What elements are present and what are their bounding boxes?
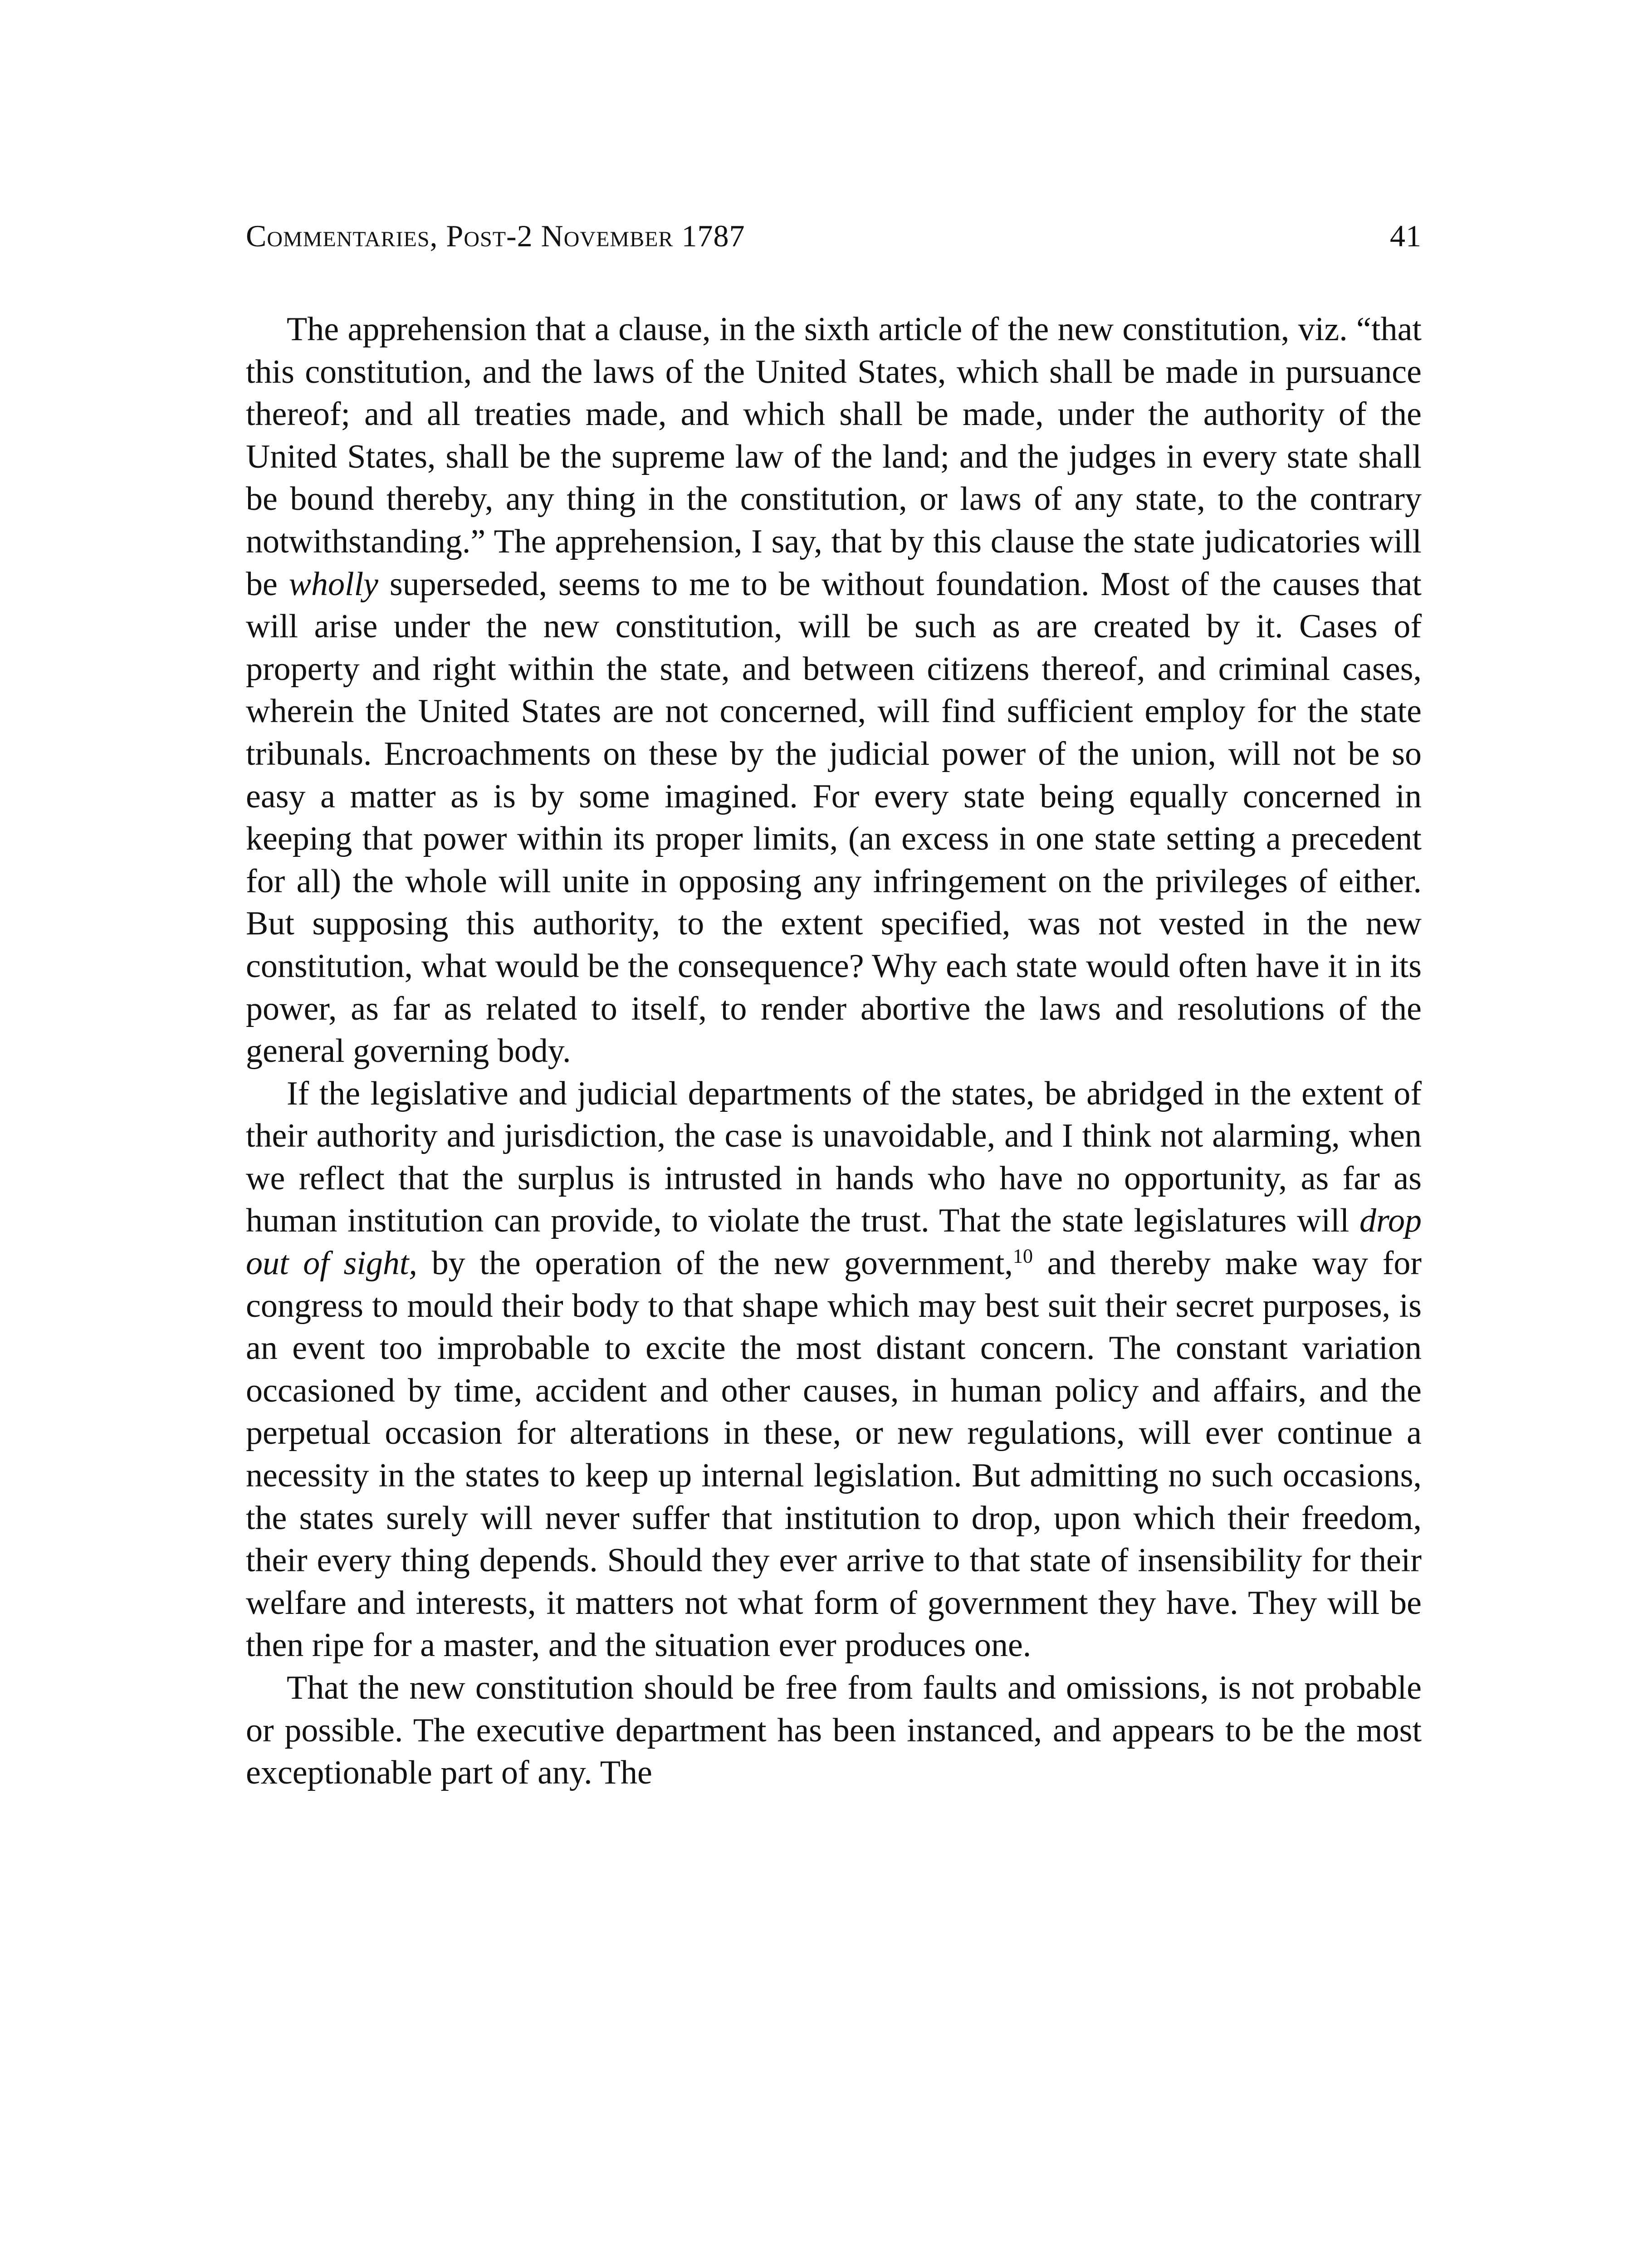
- text-run: superseded, seems to me to be without foundation. Most of the causes that will arise under the new constitution, will be such as are created by it. Cases of property and right within the state, and between citizens thereof, and criminal cases, wherein the United States are not concerned, will find sufficient employ for the state tribunals. Encroachments on these by the judicial power of the union, will not be so easy a matter as is by some imagined. For every state being equally concerned in keeping that power within its proper limits, (an excess in one state setting a precedent for all) the whole will unite in opposing any infringement on the privileges of either. But supposing this authority, to the extent specified, was not vested in the new constitution, what would be the consequence? Why each state would often have it in its power, as far as related to itself, to render abortive the laws and resolutions of the general governing body.: [246, 565, 1422, 1070]
- paragraph: [246, 1073, 1422, 1667]
- italic-text: wholly: [288, 565, 379, 603]
- italic-text: drop out of sight,: [246, 1202, 1422, 1282]
- paragraph: [246, 1667, 1422, 1794]
- document-page: [246, 218, 1422, 1794]
- page-number: 41: [1390, 219, 1422, 253]
- text-run: by the operation of the new government,: [417, 1245, 1013, 1282]
- body-text: [246, 308, 1422, 1794]
- text-run: The apprehension that a clause, in the sixth article of the new constitution, viz. “that this constitution, and the laws of the United States, which shall be made in pursuance thereof; and all treaties made, and which shall be made, under the authority of the United States, shall be the supreme law of the land; and the judges in every state shall be bound thereby, any thing in the constitution, or laws of any state, to the contrary notwithstanding.” The apprehension, I say, that by this clause the state judicatories will be: [246, 311, 1422, 603]
- running-head: [246, 218, 1422, 254]
- text-run: That the new constitution should be free from faults and omissions, is not probable or possible. The executive department has been instanced, and appears to be the most exceptionable part of any. The: [246, 1669, 1422, 1792]
- text-run: and thereby make way for congress to mould their body to that shape which may best suit their secret purposes, is an event too improbable to excite the most distant concern. The constant variation occasioned by time, accident and other causes, in human policy and affairs, and the perpetual occasion for alterations in these, or new regulations, will ever continue a necessity in the states to keep up internal legislation. But admitting no such occasions, the states surely will never suffer that institution to drop, upon which their freedom, their every thing depends. Should they ever arrive to that state of insensibility for their welfare and interests, it matters not what form of government they have. They will be then ripe for a master, and the situation ever produces one.: [246, 1245, 1422, 1664]
- footnote-reference[interactable]: 10: [1012, 1245, 1033, 1267]
- running-head-title: Commentaries, Post-2 November 1787: [246, 219, 745, 253]
- paragraph: [246, 308, 1422, 1073]
- text-run: If the legislative and judicial departments of the states, be abridged in the extent of their authority and jurisdiction, the case is unavoidable, and I think not alarming, when we reflect that the surplus is intrusted in hands who have no opportunity, as far as human institution can provide, to violate the trust. That the state legislatures will: [246, 1075, 1422, 1240]
